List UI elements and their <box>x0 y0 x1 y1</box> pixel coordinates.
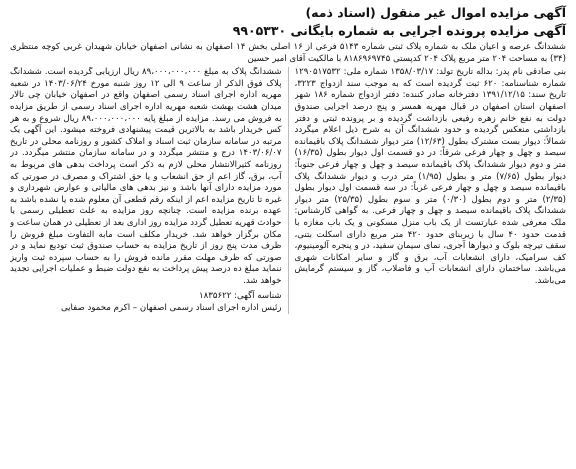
signatory: رئیس اداره اجرای اسناد رسمی اصفهان – اکرم محمود صفایی <box>60 303 282 314</box>
notice-body-columns <box>10 67 566 314</box>
column-divider <box>288 67 289 314</box>
tracking-label: شناسه آگهی: <box>234 291 282 302</box>
left-column <box>10 67 282 314</box>
right-column <box>295 67 567 314</box>
tracking-number: ۱۸۳۵۶۲۲ <box>199 291 232 302</box>
intro-paragraph: ششدانگ عرصه و اعیان ملک به شماره پلاک ثبتی شماره ۵۱۴۳ فرعی از ۱۶ اصلی بخش ۱۴ اصفهان به نشانی اصفهان خیابان شهیدان غربی کوچه منتظری (۳۴) به مساحت ۲۰۴ متر مربع پلاک ۲۰۴ کدپستی ۸۱۸۶۹۶۹۷۴۵ با مالکیت آقای امیر حسین <box>10 42 566 64</box>
case-number: ۹۹۰۵۳۳۰ <box>232 23 287 38</box>
notice-header <box>6 4 570 40</box>
signature-block <box>10 290 282 314</box>
left-column-text: ششدانگ پلاک به مبلغ ۸۹،۰۰۰،۰۰۰،۰۰۰ ریال ارزیابی گردیده است. ششدانگ پلاک فوق الذکر از ساعت ۹ الی ۱۲ روز شنبه مورخ ۱۴۰۳/۰۶/۲۴ در شعبه مهریه اداره اجرای اسناد رسمی اصفهان واقع در اصفهان خیابان چی تالار میدان هشت بهشت شعبه مهریه اداره اجرای اسناد رسمی از طریق مزایده به فروش می رسد. مزایده از مبلغ پایه ۸۹،۰۰۰،۰۰۰،۰۰۰ ریال شروع و به هر کس خریدار باشد به بالاترین قیمت پیشنهادی فروخته میشود. این آگهی یک مرتبه در سامانه سازمان ثبت اسناد و املاک کشور و روزنامه محلی در تاریخ ۱۴۰۳/۰۶/۰۷ درج و منتشر میگردد و در سامانه سازمان منتشر میگردد. در روزنامه کثیرالانتشار محلی لازم به ذکر است پرداخت بدهی های مربوط به آب، برق، گاز اعم از حق انشعاب و یا حق اشتراک و مصرف در صورتی که مورد مزایده دارای آنها باشد و نیز بدهی های مالیاتی و عوارض شهرداری و غیره تا تاریخ مزایده اعم از اینکه رقم قطعی آن معلوم شده یا نشده باشد به عهده برنده مزایده است. چنانچه روز مزایده به علت تعطیلی رسمی یا حوادث قهریه تعطیل گردد مزایده روز اداری بعد از تعطیلی در همان ساعت و مکان برگزار خواهد شد. خریدار مکلف است مابه التفاوت مبلغ فروش را ظرف مدت پنج روز از تاریخ مزایده به حساب صندوق ثبت تودیع نماید و در صورتی که ظرف مهلت مقرر مانده فروش را به حساب سپرده ثبت واریز ننماید مبلغ ده درصد پیش پرداخت به نفع دولت ضبط و عملیات اجرایی تجدید خواهد شد. <box>10 67 282 286</box>
right-column-text: بنی صادقی نام پدر: بداله تاریخ تولد: ۱۳۵۸/۰۳/۱۷ شماره ملی: ۱۲۹۰۵۱۷۵۳۲ شماره شناسنامه: ۶۲۰ ثبت گردیده است که به موجب سند ازدواج ۳۲۲۳، تاریخ سند: ۱۳۹۱/۱۲/۱۵ دفترخانه صادر کننده: دفتر ازدواج شماره ۱۸۶ شهر اصفهان استان اصفهان در قبال مهریه همسر و پنج درصد اجرایی صندوق دولت به نفع خانم زهره رفیعی بازداشت گردیده و بر پرونده ثبتی و دفتر بازداشتی منعکس گردیده و حدود ششدانگ آن به شرح ذیل اعلام میگردد شمالاً: دیوار بست مشترک بطول (۱۲/۶۳) متر دیوار ششدانگ پلاک باقیمانده سیصد و چهل و چهار فرعی شرقاً: در دو قسمت اول دیوار بطول (۱۶/۳۵) متر و دوم دیوار ششدانگ پلاک باقیمانده سیصد و چهل و چهار فرعی جنوباً: دیوار بطول (۷/۶۵) متر و بطول (۱/۹۵) متر درب و دیوار ششدانگ پلاک باقیمانده سیصد و چهل و چهار فرعی غرباً: در سه قسمت اول دیوار بطول (۲/۳۵) متر و دوم بطول (۰/۳۰) متر و سوم بطول (۲۵/۳۵) متر دیوار ششدانگ پلاک باقیمانده سیصد و چهل و چهار فرعی. به گواهی کارشناس: ملک معرفی شده عبارتست از یک باب منزل مسکونی و یک باب مغازه با قدمت حدود ۴۰ سال با زیربنای حدود ۴۲۰ متر مربع دارای اسکلت بتنی، سقف تیرچه بلوک و دیوارها آجری، نمای سیمان سفید، در و پنجره آلومینیوم، کف سرامیک، دارای انشعابات آب، برق و گاز و سایر امکانات شهری می‌باشد. ساختمان دارای انشعابات آب و فاضلاب، گاز و سیستم گرمایش می‌باشد. <box>294 67 566 286</box>
tracking-line <box>10 290 282 302</box>
subtitle-text: آگهی مزایده پرونده اجرایی به شماره بایگانی <box>286 23 566 38</box>
notice-subtitle <box>6 22 566 40</box>
notice-title: آگهی مزایده اموال غیر منقول (اسناد ذمه) <box>305 5 566 20</box>
